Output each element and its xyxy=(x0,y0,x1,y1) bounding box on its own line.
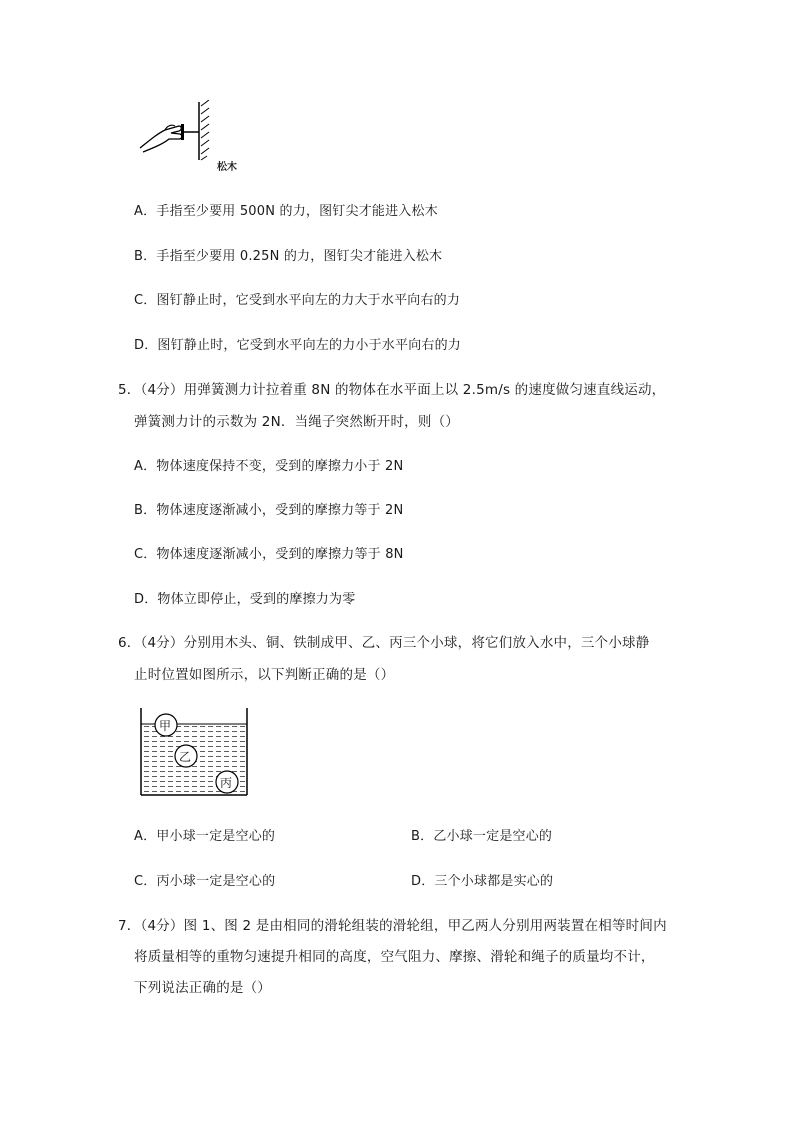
q6-option-b: B．乙小球一定是空心的 xyxy=(411,829,553,844)
q4-option-d: D．图钉静止时，它受到水平向左的力小于水平向右的力 xyxy=(134,338,462,353)
q7-stem-line1: 7．（4分）图 1、图 2 是由相同的滑轮组装的滑轮组，甲乙两人分别用两装置在相等时间内 xyxy=(118,918,667,934)
q5-option-a: A．物体速度保持不变，受到的摩擦力小于 2N xyxy=(134,459,404,474)
q6-option-c: C．丙小球一定是空心的 xyxy=(134,874,276,889)
q5-option-c: C．物体速度逐渐减小，受到的摩擦力等于 8N xyxy=(134,547,404,562)
pine-wood-label: 松木 xyxy=(217,162,237,173)
q5-stem-line1: 5．（4分）用弹簧测力计拉着重 8N 的物体在水平面上以 2.5m/s 的速度做匀速直线运动， xyxy=(118,382,666,398)
ball-bing-label: 丙 xyxy=(220,776,233,790)
balls-in-water-figure xyxy=(136,704,252,800)
q7-stem-line3: 下列说法正确的是（） xyxy=(134,980,271,996)
q6-option-d: D．三个小球都是实心的 xyxy=(411,874,554,889)
ball-jia-label: 甲 xyxy=(159,719,172,733)
q4-option-c: C．图钉静止时，它受到水平向左的力大于水平向右的力 xyxy=(134,293,461,308)
q5-option-d: D．物体立即停止，受到的摩擦力为零 xyxy=(134,592,356,607)
q7-stem-line2: 将质量相等的重物匀速提升相同的高度，空气阻力、摩擦、滑轮和绳子的质量均不计， xyxy=(134,949,655,965)
thumbtack-figure xyxy=(135,100,245,175)
q5-option-b: B．物体速度逐渐减小，受到的摩擦力等于 2N xyxy=(134,503,404,518)
q6-stem-line1: 6．（4分）分别用木头、铜、铁制成甲、乙、丙三个小球，将它们放入水中，三个小球静 xyxy=(118,635,650,651)
q4-option-b: B．手指至少要用 0.25N 的力，图钉尖才能进入松木 xyxy=(134,249,443,264)
q5-stem-line2: 弹簧测力计的示数为 2N．当绳子突然断开时，则（） xyxy=(134,414,459,430)
q6-stem-line2: 止时位置如图所示，以下判断正确的是（） xyxy=(134,667,395,683)
q4-option-a: A．手指至少要用 500N 的力，图钉尖才能进入松木 xyxy=(134,204,438,219)
q6-option-a: A．甲小球一定是空心的 xyxy=(134,829,276,844)
ball-yi-label: 乙 xyxy=(179,750,192,764)
